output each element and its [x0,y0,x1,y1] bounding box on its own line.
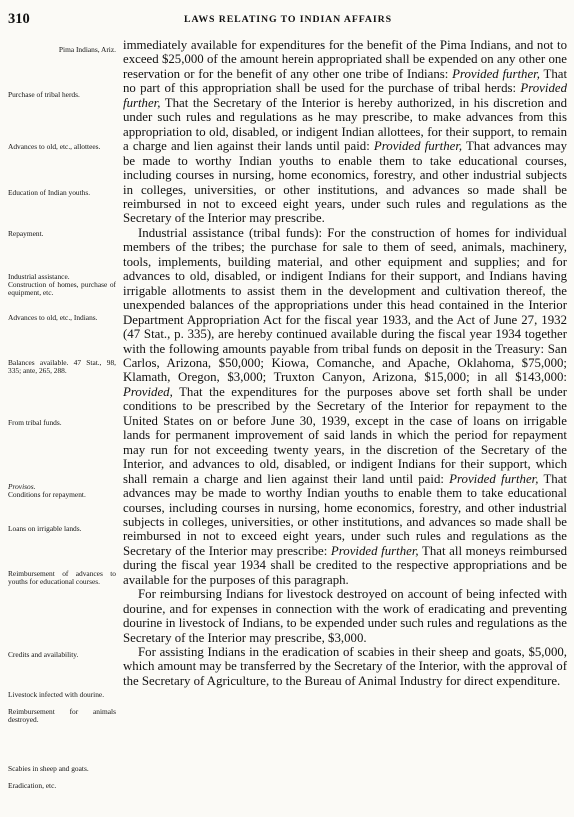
main-text [123,38,567,688]
text-run: That the expenditures for the purposes above set forth shall be under conditions to be prescribed by the Secretary of the Interior for repayment to the United States on or before June 30, 1939, except in the case of loans on irrigable lands for permanent improvement of said lands in which the period for repayment may run for not exceeding twenty years, in the discretion of the Secretary of the Interior, and advances to old, disabled, or indigent Indians for their support, which shall remain a charge and lien against their land until paid: [123,384,567,486]
margin-note-advances-allottees: Advances to old, etc., allottees. [8,142,101,151]
proviso-term: Provided further, [452,66,540,81]
margin-note-reimbursement-youths: Reimbursement of advances to youths for educational courses. [8,569,116,587]
margin-note-provisos: Provisos. [8,482,36,491]
text-run: That no part of this appropriation shall be used for the purchase of tribal herds: [123,66,568,96]
margin-note-credits: Credits and availability. [8,650,79,659]
margin-note-balances: Balances available. 47 Stat., 98, 335; ante, 265, 288. [8,358,116,376]
margin-note-education: Education of Indian youths. [8,188,91,197]
margin-note-repayment: Repayment. [8,229,44,238]
proviso-term: Provided further, [330,543,419,558]
page-number: 310 [8,11,30,27]
margin-note-scabies: Scabies in sheep and goats. [8,764,89,773]
text-run: That the Secretary of the Interior is hereby authorized, in his discretion and under such rules and regulations as he may prescribe, to make advances from this appropriation to old, disabled, or indigent Indian allottees, for their support, to remain a charge and lien against their lands until paid: [123,95,567,154]
margin-note-eradication: Eradication, etc. [8,781,57,790]
margin-note-industrial-assistance: Industrial assistance. [8,272,70,281]
proviso-term: Provided further, [373,139,463,154]
proviso-term: Provided, [123,384,173,399]
margin-note-advances-indians: Advances to old, etc., Indians. [8,313,98,322]
paragraph-scabies: For assisting Indians in the eradication of scabies in their sheep and goats, $5,000, which amount may be transferred by the Secretary of the Interior, with the approval of the Secretary of Agriculture, to the Bureau of Animal Industry for direct expenditure. [123,645,567,688]
proviso-term: Provided further, [123,81,567,110]
margin-note-construction: Construction of homes, purchase of equipment, etc. [8,280,116,298]
margin-note-tribal-funds: From tribal funds. [8,418,62,427]
text-run: That all moneys reimbursed during the fiscal year 1934 shall be credited to the respective appropriations and be available for the purposes of this paragraph. [123,543,568,587]
text-run: That advances may be made to worthy Indian youths to enable them to take educational courses, including courses in nursing, home economics, forestry, and other industrial subjects in colleges, universities, or other institutions, and advances so made shall be reimbursed in not to exceed eight years, under such rules and regulations as the Secretary of the Interior may prescribe. [123,139,567,226]
text-run: Industrial assistance (tribal funds): For the construction of homes for individual members of the tribes; the purchase for sale to them of seed, animals, machinery, tools, implements, building material, and other equipment and supplies; and for advances to old, disabled, or indigent Indians for their support, and Indians having irrigable allotments to assist them in the development and cultivation thereof, the unexpended balances of the appropriations under this head contained in the Interior Department Appropriation Act for the fiscal year 1933, and the Act of June 27, 1932 (47 Stat., p. 335), are hereby continued available during the fiscal year 1934 together with the following amounts payable from tribal funds on deposit in the Treasury: San Carlos, Arizona, $50,000; Kiowa, Comanche, and Apache, Oklahoma, $75,000; Klamath, Oregon, $3,000; Truxton Canyon, Arizona, $15,000; in all $143,000: [123,225,567,385]
margin-note-conditions: Conditions for repayment. [8,490,86,499]
margin-note-livestock: Livestock infected with dourine. [8,690,105,699]
text-run: That advances may be made to worthy Indian youths to enable them to take educational courses, including courses in nursing, home economics, forestry, and other industrial subjects in colleges, universities, or other institutions, and advances so made shall be reimbursed in not to exceed eight years, under such rules and regulations as the Secretary of the Interior may prescribe: [123,471,567,558]
margin-note-loans: Loans on irrigable lands. [8,524,82,533]
running-head: LAWS RELATING TO INDIAN AFFAIRS [184,14,392,25]
margin-note-pima: Pima Indians, Ariz. [58,45,116,54]
margin-note-tribal-herds: Purchase of tribal herds. [8,90,80,99]
text-run: immediately available for expenditures for the benefit of the Pima Indians, and not to exceed $25,000 of the amount herein appropriated shall be expended on any other one reservation or for the benefit of any other one tribe of Indians: [123,38,567,81]
margin-note-reimbursement-animals: Reimbursement for animals destroyed. [8,707,116,725]
proviso-term: Provided further, [449,471,539,486]
paragraph-livestock: For reimbursing Indians for livestock destroyed on account of being infected with dourine, and for expenses in connection with the work of eradicating and preventing dourine in livestock of Indians, to be expended under such rules and regulations as the Secretary of the Interior may prescribe, $3,000. [123,587,567,645]
page-header [8,11,568,27]
paragraph-pima-continued [123,38,567,226]
paragraph-industrial-assistance [123,226,567,587]
